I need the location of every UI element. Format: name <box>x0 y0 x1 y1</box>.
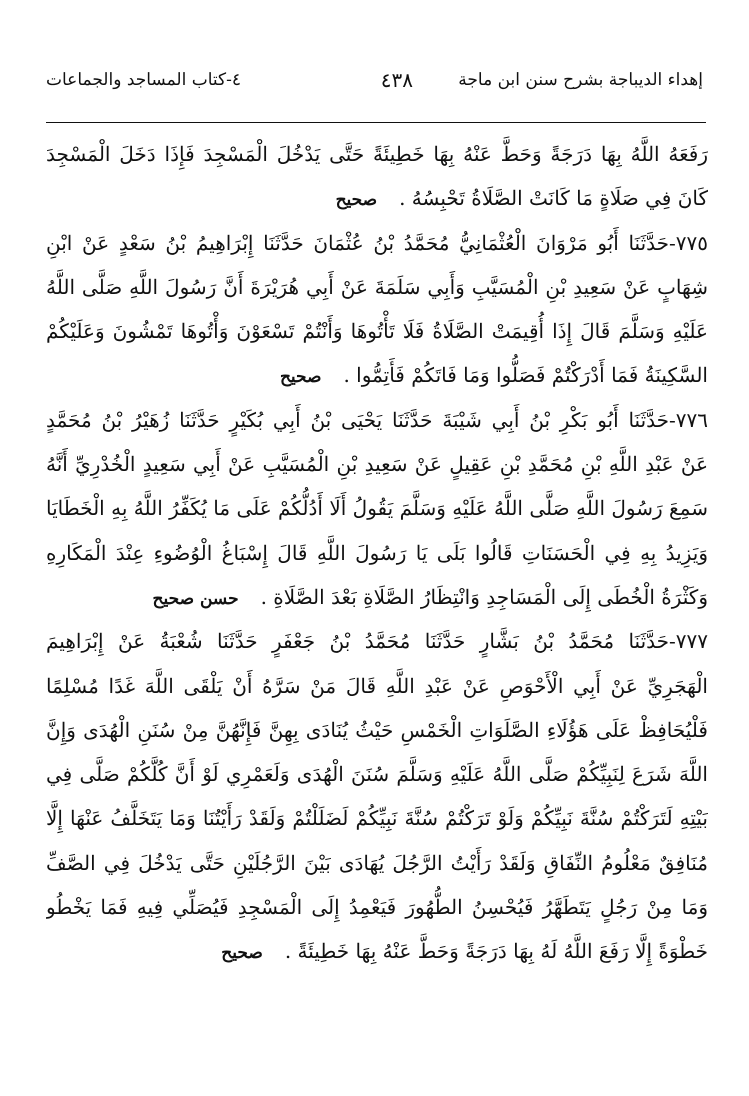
line-text: اللَّهَ شَرَعَ لِنَبِيِّكُمْ صَلَّى اللَّهُ عَلَيْهِ وَسَلَّمَ سُنَنَ الْهُدَى وَلَعَمْرِي لَوْ أَنَّ كُلَّكُمْ صَلَّى فِي <box>46 762 708 787</box>
text-line <box>46 132 708 176</box>
line-text: ٧٧٦-حَدَّثَنَا أَبُو بَكْرِ بْنُ أَبِي شَيْبَةَ حَدَّثَنَا يَحْيَى بْنُ أَبِي بُكَيْرٍ حَدَّثَنَا زُهَيْرُ بْنُ مُحَمَّدٍ <box>46 407 708 432</box>
text-line <box>46 486 708 530</box>
text-line <box>46 841 708 885</box>
text-line <box>46 575 708 619</box>
text-line <box>46 664 708 708</box>
line-text: عَلَيْهِ وَسَلَّمَ قَالَ إِذَا أُقِيمَتْ الصَّلَاةُ فَلَا تَأْتُوهَا وَأَنْتُمْ تَسْعَوْنَ وَأْتُوهَا تَمْشُونَ وَعَلَيْكُمْ <box>46 319 708 344</box>
text-line <box>46 619 708 663</box>
line-text: وَيَزِيدُ بِهِ فِي الْحَسَنَاتِ قَالُوا بَلَى يَا رَسُولَ اللَّهِ قَالَ إِسْبَاغُ الْوُضُوءِ عِنْدَ الْمَكَارِهِ <box>46 540 708 565</box>
text-line <box>46 531 708 575</box>
text-line <box>46 353 708 397</box>
line-text: الْهَجَرِيِّ عَنْ أَبِي الْأَحْوَصِ عَنْ عَبْدِ اللَّهِ قَالَ مَنْ سَرَّهُ أَنْ يَلْقَى اللَّهَ غَدًا مُسْلِمًا <box>46 673 708 698</box>
header-rule <box>46 122 706 123</box>
text-line <box>46 885 708 929</box>
text-line <box>46 752 708 796</box>
page-number: ٤٣٨ <box>380 68 413 92</box>
text-line <box>46 708 708 752</box>
running-header <box>46 62 703 102</box>
text-line <box>46 929 708 973</box>
text-line <box>46 309 708 353</box>
line-text: كَانَ فِي صَلَاةٍ مَا كَانَتْ الصَّلَاةُ تَحْبِسُهُ . <box>399 186 708 211</box>
hadith-grade: حسن صحيح <box>152 588 239 609</box>
text-line <box>46 442 708 486</box>
line-text: ٧٧٥-حَدَّثَنَا أَبُو مَرْوَانَ الْعُثْمَانِيُّ مُحَمَّدُ بْنُ عُثْمَانَ حَدَّثَنَا إِبْرَاهِيمُ بْنُ سَعْدٍ عَنْ ابْنِ <box>46 230 708 255</box>
hadith-grade: صحيح <box>279 367 322 388</box>
chapter-title: ٤-كتاب المساجد والجماعات <box>46 70 242 90</box>
hadith-text <box>46 132 708 974</box>
line-text: السَّكِينَةُ فَمَا أَدْرَكْتُمْ فَصَلُّوا وَمَا فَاتَكُمْ فَأَتِمُّوا . <box>343 363 708 388</box>
text-line <box>46 176 708 220</box>
line-text: بَيْتِهِ لَتَرَكْتُمْ سُنَّةَ نَبِيِّكُمْ وَلَوْ تَرَكْتُمْ سُنَّةَ نَبِيِّكُمْ لَضَلَلْتُمْ وَلَقَدْ رَأَيْتُنَا وَمَا يَتَخَلَّفُ عَنْهَا إِلَّا <box>46 806 708 831</box>
line-text: سَمِعَ رَسُولَ اللَّهِ صَلَّى اللَّهُ عَلَيْهِ وَسَلَّمَ يَقُولُ أَلَا أَدُلُّكُمْ عَلَى مَا يُكَفِّرُ اللَّهُ بِهِ الْخَطَايَا <box>46 496 708 521</box>
text-line <box>46 265 708 309</box>
line-text: شِهَابٍ عَنْ سَعِيدِ بْنِ الْمُسَيَّبِ وَأَبِي سَلَمَةَ عَنْ أَبِي هُرَيْرَةَ أَنَّ رَسُولَ اللَّهِ صَلَّى اللَّهُ <box>46 274 708 299</box>
line-text: وَمَا مِنْ رَجُلٍ يَتَطَهَّرُ فَيُحْسِنُ الطُّهُورَ فَيَعْمِدُ إِلَى الْمَسْجِدِ فَيُصَلِّي فِيهِ فَمَا يَخْطُو <box>46 895 708 920</box>
line-text: مُنَافِقٌ مَعْلُومُ النِّفَاقِ وَلَقَدْ رَأَيْتُ الرَّجُلَ يُهَادَى بَيْنَ الرَّجُلَيْنِ حَتَّى يَدْخُلَ فِي الصَّفِّ <box>46 850 708 875</box>
text-line <box>46 221 708 265</box>
line-text: فَلْيُحَافِظْ عَلَى هَؤُلَاءِ الصَّلَوَاتِ الْخَمْسِ حَيْثُ يُنَادَى بِهِنَّ فَإِنَّهُنَّ مِنْ سُنَنِ الْهُدَى وَإِنَّ <box>46 717 708 742</box>
line-text: ٧٧٧-حَدَّثَنَا مُحَمَّدُ بْنُ بَشَّارٍ حَدَّثَنَا مُحَمَّدُ بْنُ جَعْفَرٍ حَدَّثَنَا شُعْبَةُ عَنْ إِبْرَاهِيمَ <box>46 629 708 654</box>
line-text: رَفَعَهُ اللَّهُ بِهَا دَرَجَةً وَحَطَّ عَنْهُ بِهَا خَطِيئَةً حَتَّى يَدْخُلَ الْمَسْجِدَ فَإِذَا دَخَلَ الْمَسْجِدَ <box>46 142 708 166</box>
hadith-grade: صحيح <box>221 943 263 964</box>
hadith-grade: صحيح <box>335 190 378 211</box>
line-text: خَطْوَةً إِلَّا رَفَعَ اللَّهُ لَهُ بِهَا دَرَجَةً وَحَطَّ عَنْهُ بِهَا خَطِيئَةً . <box>284 939 708 964</box>
text-line <box>46 398 708 442</box>
line-text: وَكَثْرَةُ الْخُطَى إِلَى الْمَسَاجِدِ وَانْتِظَارُ الصَّلَاةِ بَعْدَ الصَّلَاةِ . <box>260 584 708 609</box>
book-title: إهداء الديباجة بشرح سنن ابن ماجة <box>458 70 703 90</box>
line-text: عَنْ عَبْدِ اللَّهِ بْنِ مُحَمَّدِ بْنِ عَقِيلٍ عَنْ سَعِيدِ بْنِ الْمُسَيَّبِ عَنْ أَبِي سَعِيدٍ الْخُدْرِيِّ أَنَّهُ <box>46 452 708 477</box>
text-line <box>46 796 708 840</box>
